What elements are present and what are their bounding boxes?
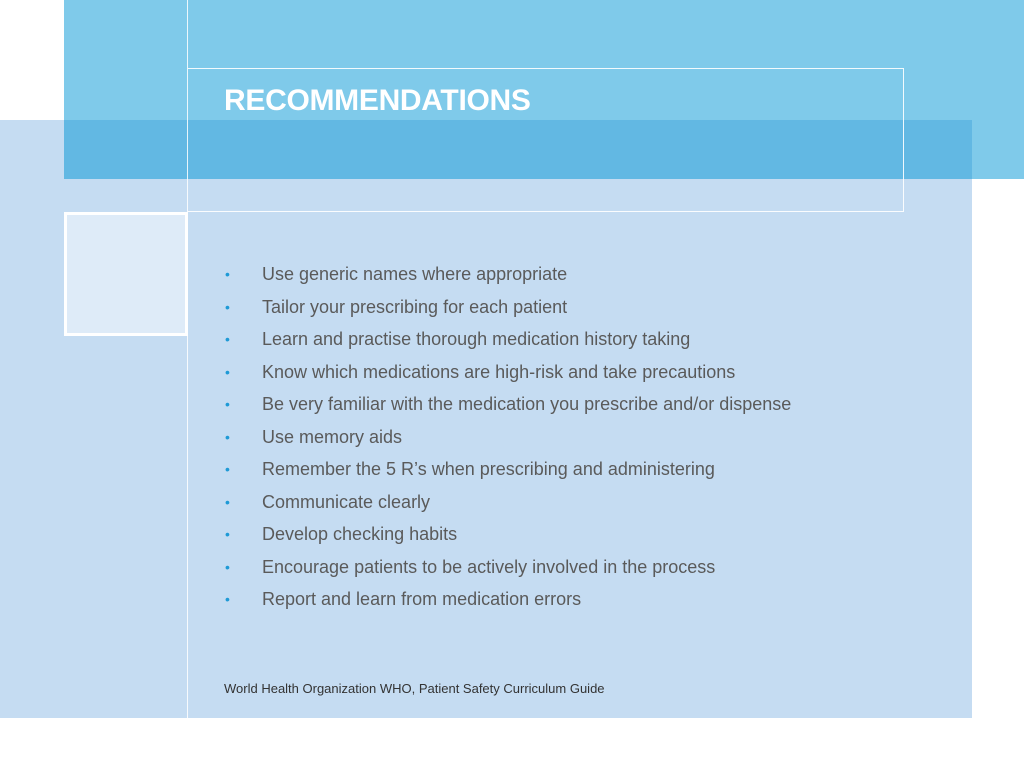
list-item xyxy=(222,291,791,324)
list-item xyxy=(222,356,791,389)
list-item xyxy=(222,453,791,486)
list-item-text: Encourage patients to be actively involved in the process xyxy=(262,556,716,577)
list-item-text: Use generic names where appropriate xyxy=(262,264,568,284)
bullet-icon: • xyxy=(225,526,230,542)
recommendations-list xyxy=(222,258,791,616)
list-item-text: Remember the 5 R’s when prescribing and administering xyxy=(262,459,715,479)
decorative-square xyxy=(64,212,188,336)
bullet-icon: • xyxy=(225,266,230,282)
list-item-text: Report and learn from medication errors xyxy=(262,589,582,609)
bullet-icon: • xyxy=(225,396,230,412)
list-item-text: Know which medications are high-risk and take precautions xyxy=(262,361,736,382)
list-item xyxy=(222,258,791,291)
list-item-text: Learn and practise thorough medication history taking xyxy=(262,329,691,349)
bullet-icon: • xyxy=(225,331,230,347)
bullet-icon: • xyxy=(225,558,230,575)
slide-title: RECOMMENDATIONS xyxy=(224,84,531,117)
bullet-icon: • xyxy=(225,493,230,510)
list-item xyxy=(222,551,791,584)
bullet-icon: • xyxy=(225,363,230,380)
list-item-text: Tailor your prescribing for each patient xyxy=(262,296,568,317)
bullet-icon: • xyxy=(225,298,230,315)
list-item-text: Develop checking habits xyxy=(262,524,458,544)
list-item-text: Communicate clearly xyxy=(262,491,431,512)
list-item-text: Be very familiar with the medication you prescribe and/or dispense xyxy=(262,394,792,414)
list-item-text: Use memory aids xyxy=(262,426,403,447)
list-item xyxy=(222,486,791,519)
bullet-icon: • xyxy=(225,591,230,607)
list-item xyxy=(222,421,791,454)
list-item xyxy=(222,583,791,616)
list-item xyxy=(222,323,791,356)
source-citation: World Health Organization WHO, Patient Safety Curriculum Guide xyxy=(224,681,605,696)
bullet-icon: • xyxy=(225,461,230,477)
bullet-icon: • xyxy=(225,428,230,445)
list-item xyxy=(222,388,791,421)
list-item xyxy=(222,518,791,551)
